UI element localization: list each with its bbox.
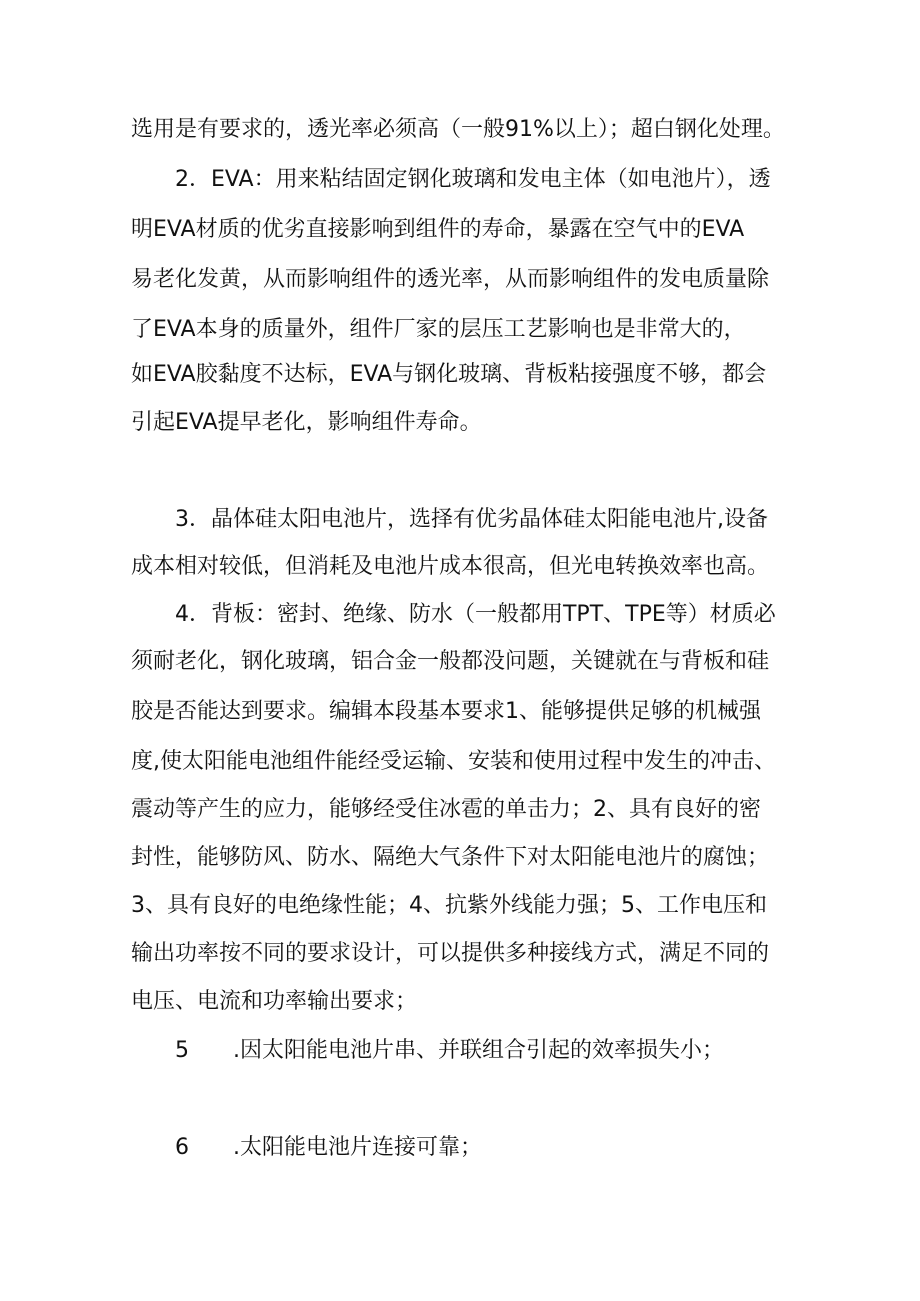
text-line: 输出功率按不同的要求设计，可以提供多种接线方式，满足不同的 [131, 941, 770, 966]
text-line: 震动等产生的应力，能够经受住冰雹的单击力；2、具有良好的密 [131, 797, 761, 822]
text-line: 成本相对较低，但消耗及电池片成本很高，但光电转换效率也高。 [131, 554, 770, 579]
text-line: 度,使太阳能电池组件能经受运输、安装和使用过程中发生的冲击、 [131, 749, 776, 774]
text-line: 封性，能够防风、防水、隔绝大气条件下对太阳能电池片的腐蚀； [131, 845, 770, 870]
text-line: 明EVA材质的优劣直接影响到组件的寿命，暴露在空气中的EVA [131, 217, 745, 242]
text-line: 电压、电流和功率输出要求； [131, 989, 418, 1014]
text-line: 4．背板：密封、绝缘、防水（一般都用TPT、TPE等）材质必 [175, 602, 776, 627]
text-line: 胶是否能达到要求。编辑本段基本要求1、能够提供足够的机械强 [131, 699, 761, 724]
text-line: 3．晶体硅太阳电池片，选择有优劣晶体硅太阳能电池片,设备 [175, 507, 768, 532]
text-line: 了EVA本身的质量外，组件厂家的层压工艺影响也是非常大的， [131, 317, 746, 342]
text-line: 5 .因太阳能电池片串、并联组合引起的效率损失小； [175, 1038, 724, 1063]
text-line: 2．EVA：用来粘结固定钢化玻璃和发电主体（如电池片），透 [175, 167, 771, 192]
text-line: 引起EVA提早老化，影响组件寿命。 [131, 410, 482, 435]
text-line: 选用是有要求的，透光率必须高（一般91%以上）；超白钢化处理。 [131, 117, 785, 142]
text-line: 如EVA胶黏度不达标，EVA与钢化玻璃、背板粘接强度不够，都会 [131, 362, 767, 387]
text-line: 须耐老化，钢化玻璃，铝合金一般都没问题，关键就在与背板和硅 [131, 649, 770, 674]
text-line: 3、具有良好的电绝缘性能；4、抗紫外线能力强；5、工作电压和 [131, 893, 767, 918]
text-line: 6 .太阳能电池片连接可靠； [175, 1135, 482, 1160]
text-line: 易老化发黄，从而影响组件的透光率，从而影响组件的发电质量除 [131, 267, 770, 292]
